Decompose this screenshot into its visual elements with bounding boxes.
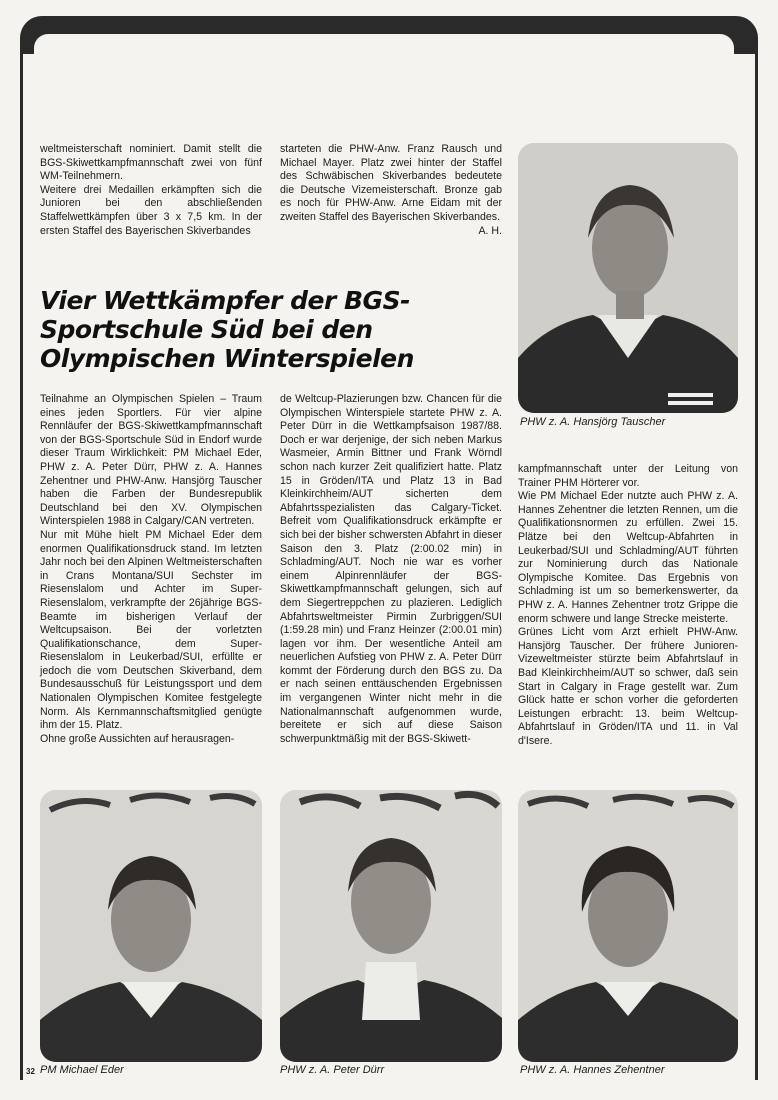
photo-zehentner (518, 790, 738, 1062)
top-column-2 (280, 143, 502, 238)
top-column-1-para-1: weltmeisterschaft nominiert. Damit stellt die BGS-Skiwettkampfmannschaft zwei von fünf WM-Teilnehmern. (40, 143, 262, 183)
frame-right-rule (755, 40, 758, 1080)
top-column-2-text: starteten die PHW-Anw. Franz Rausch und Michael Mayer. Platz zwei hinter der Staffel des Schwäbischen Skiverbandes bedeutete die Deutsche Vizemeisterschaft. Bronze gab es noch für PHW-Anw. Arne Eidam mit der zweiten Staffel des Bayerischen Skiverbandes. (280, 143, 502, 223)
top-column-1-para-2: Weitere drei Medaillen erkämpften sich die Junioren bei den abschließenden Staffelwettkämpfen über 3 x 7,5 km. In der ersten Staffel des Bayerischen Skiverbandes (40, 183, 262, 237)
article-column-2-para: de Weltcup-Plazierungen bzw. Chancen für die Olympischen Winterspiele startete PHW z. A. Peter Dürr in die Wettkampfsaison 1987/88. Doch er war derjenige, der sich neben Markus Wasmeier, Armin Bittner und Frank Wörndl schon nach kurzer Zeit qualifiziert hatte. Platz 15 in Gröden/ITA und Platz 13 in Bad Kleinkirchheim/AUT sicherten dem Abfahrtsspezialisten das Calgary-Ticket. Befreit vom Qualifikationsdruck erkämpfte er sich bei der bisher schwersten Abfahrt in dieser Saison den 3. Platz (2:00.02 min) in Schladming/AUT. Noch nie war es vorher einem Alpinrennläufer der BGS-Skiwettkampfmannschaft gelungen, sich auf dem Siegertreppchen zu plazieren. Lediglich Abfahrtsweltmeister Pirmin Zurbriggen/SUI (1:59.28 min) und Franz Heinzer (2:00.01 min) lagen vor ihm. Der wesentliche Anteil am neuerlichen Aufstieg von PHW z. A. Peter Dürr kommt der Förderung durch den BGS zu. Da er nach seinen enttäuschenden Ergebnissen im vergangenen Winter nicht mehr in die Nationalmannschaft aufgenommen wurde, bereitete er sich auf diese Saison schwerpunktmäßig mit der BGS-Skiwett- (280, 393, 502, 745)
top-column-2-para (280, 143, 502, 237)
article-column-1-para-2: Nur mit Mühe hielt PM Michael Eder dem enormen Qualifikationsdruck stand. Im letzten Jahr noch bei den Alpinen Weltmeisterschaften in Crans Montana/SUI Sechster im Riesenslalom und Achter im Super-Riesenslalom, verkrampfte der 26jährige BGS-Beamte im bisherigen Verlauf der Weltcupsaison. Bei der vorletzten Qualifikationschance, dem Super-Riesenslalom in Leukerbad/SUI, erfüllte er jedoch die vom Deutschen Skiverband, dem Bundesausschuß für Leistungssport und dem Nationalen Olympischen Komitee festgelegte Norm. Als Kernmannschaftsmitglied genügte ihm der 15. Platz. (40, 528, 262, 732)
portrait-tauscher-image (518, 143, 738, 413)
portrait-zehentner-image (518, 790, 738, 1062)
portrait-duerr-image (280, 790, 502, 1062)
article-column-1 (40, 393, 262, 746)
caption-tauscher: PHW z. A. Hansjörg Tauscher (520, 416, 666, 428)
top-column-1 (40, 143, 262, 238)
caption-duerr: PHW z. A. Peter Dürr (280, 1064, 385, 1076)
portrait-eder-image (40, 790, 262, 1062)
photo-eder (40, 790, 262, 1062)
photo-tauscher (518, 143, 738, 413)
article-column-2 (280, 393, 502, 746)
article-column-3 (518, 463, 738, 748)
frame-left-rule (20, 40, 23, 1080)
header-band-inner (34, 34, 734, 58)
caption-eder: PM Michael Eder (40, 1064, 124, 1076)
author-signature: A. H. (478, 224, 502, 237)
article-column-3-para-1: kampfmannschaft unter der Leitung von Trainer PHM Hörterer vor. (518, 463, 738, 489)
article-column-1-para-3: Ohne große Aussichten auf herausragen- (40, 732, 235, 745)
article-column-3-para-3: Grünes Licht vom Arzt erhielt PHW-Anw. Hansjörg Tauscher. Der frühere Junioren-Vizeweltmeister stürzte beim Abfahrtslauf in Bad Kleinkirchheim/AUT so schwer, daß sein Start in Calgary in Frage gestellt war. Zum Glück hatte er schon vorher die geforderten Leistungen erbracht: 13. beim Weltcup-Abfahrtslauf in Gröden/ITA und 11. in Val d'Isere. (518, 626, 738, 747)
page-number: 32 (26, 1067, 35, 1076)
article-headline: Vier Wettkämpfer der BGS-Sportschule Süd bei den Olympischen Winterspielen (40, 286, 414, 373)
article-column-1-para-1: Teilnahme an Olympischen Spielen – Traum eines jeden Sportlers. Für vier alpine Rennläufer der BGS-Skiwettkampfmannschaft von der BGS-Sportschule Süd in Endorf wurde dieser Traum Wirklichkeit: PM Michael Eder, PHW z. A. Peter Dürr, PHW z. A. Hannes Zehentner und PHW-Anw. Hansjörg Tauscher haben die Farben der Bundesrepublik Deutschland bei den XV. Olympischen Winterspielen 1988 in Calgary/CAN vertreten. (40, 393, 262, 528)
article-column-3-para-2: Wie PM Michael Eder nutzte auch PHW z. A. Hannes Zehentner die letzten Rennen, um die Qualifikationsnormen zu erfüllen. Zwei 15. Plätze bei den Weltcup-Abfahrten in Leukerbad/SUI und Schladming/AUT führten zur Nominierung durch das Nationale Olympische Komitee. Das Ergebnis von Schladming ist um so bemerkenswerter, da PHW z. A. Hannes Zehentner trotz Grippe die enorm schwere und lange Strecke meisterte. (518, 490, 738, 625)
caption-zehentner: PHW z. A. Hannes Zehentner (520, 1064, 665, 1076)
photo-duerr (280, 790, 502, 1062)
